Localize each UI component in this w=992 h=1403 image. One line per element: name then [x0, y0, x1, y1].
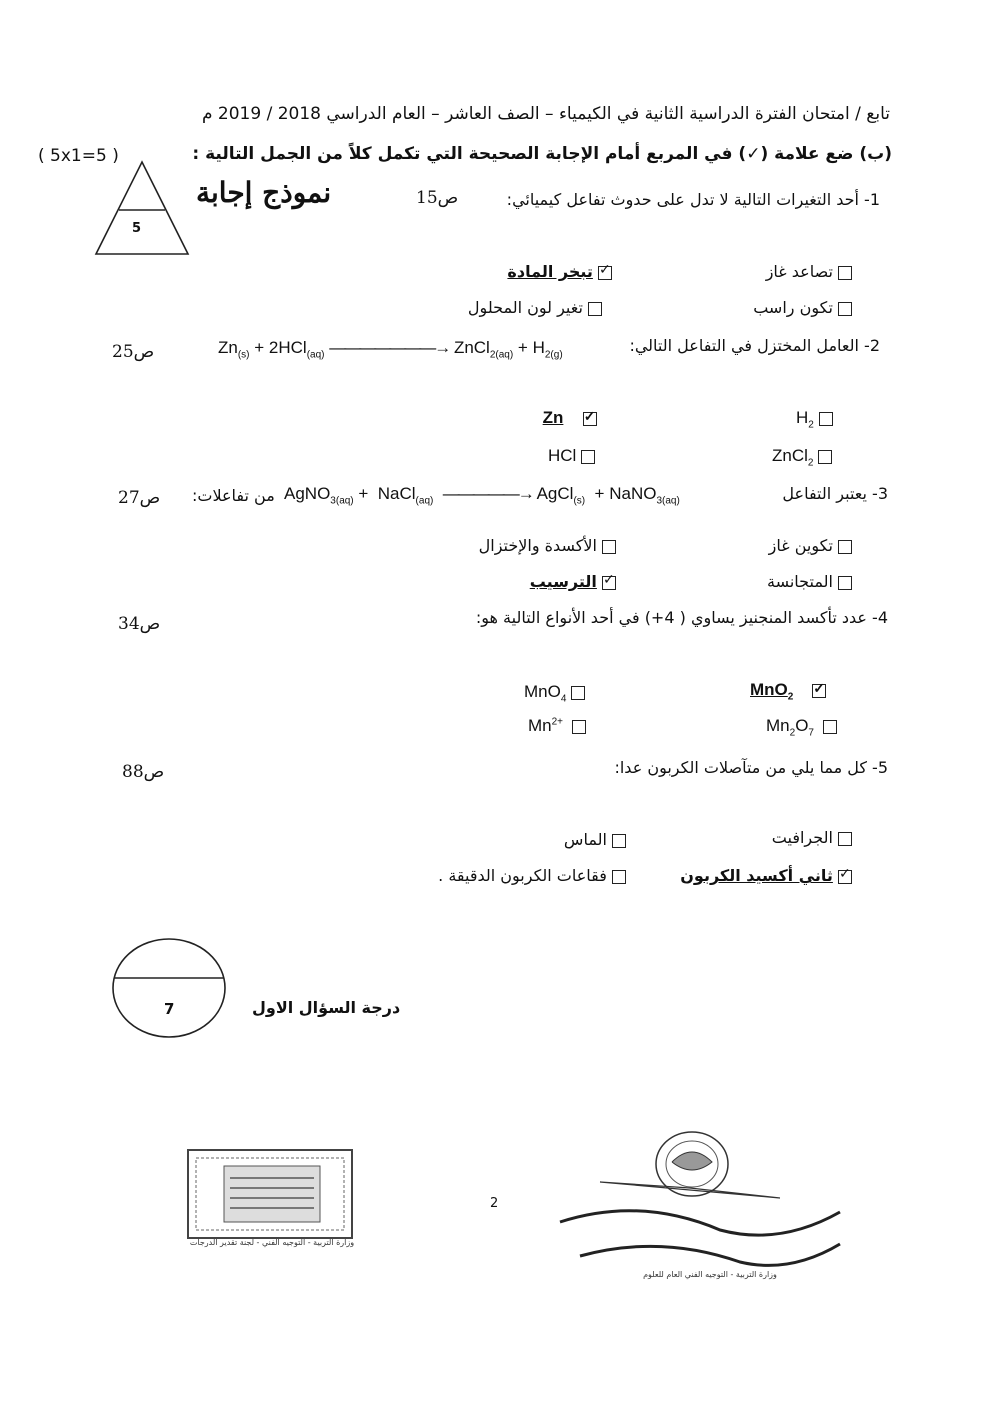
- question-5-ref: ص88: [122, 762, 165, 782]
- q5-option-fullerenes[interactable]: [438, 866, 626, 885]
- committee-stamp: وزارة التربية - التوجيه الفني - لجنة تقدير الدرجات: [184, 1132, 360, 1256]
- ministry-stamp: وزارة التربية - التوجيه الفني العام للعلوم: [540, 1126, 880, 1286]
- q2-option-hcl[interactable]: HCl: [548, 446, 595, 466]
- q5-option-fullerenes-label: فقاعات الكربون الدقيقة .: [438, 866, 607, 885]
- q4-option-mno2[interactable]: MnO$_2$ ✓: [750, 680, 826, 702]
- circle-score-value: 7: [164, 1000, 175, 1018]
- q2-option-zncl2[interactable]: ZnCl$_2$: [772, 446, 832, 468]
- q2-checkbox-zncl2[interactable]: [818, 450, 832, 464]
- question-2-text: 2- العامل المختزل في التفاعل التالي:: [629, 336, 880, 355]
- score-triangle: [94, 160, 190, 256]
- question-3-ref: ص27: [118, 488, 161, 508]
- q5-option-diamond[interactable]: [564, 830, 626, 849]
- q3-option-precipitation[interactable]: [530, 572, 616, 591]
- q5-checkbox-diamond[interactable]: [612, 834, 626, 848]
- q1-checkbox-precipitate[interactable]: [838, 302, 852, 316]
- q5-option-graphite[interactable]: [772, 828, 852, 847]
- q3-option-redox-label: الأكسدة والإختزال: [478, 536, 597, 555]
- q1-option-precipitate-label: تكون راسب: [753, 298, 833, 317]
- q2-option-h2[interactable]: $H_2$: [796, 408, 833, 430]
- question-1-ref: ص15: [416, 188, 459, 208]
- q1-checkbox-color[interactable]: [588, 302, 602, 316]
- q3-option-gas[interactable]: [769, 536, 852, 555]
- q4-checkbox-mno4[interactable]: [571, 686, 585, 700]
- q2-checkbox-zn[interactable]: [583, 412, 597, 426]
- q1-option-evaporation[interactable]: [507, 262, 612, 281]
- page-number: 2: [490, 1196, 499, 1211]
- q1-option-precipitate[interactable]: [753, 298, 852, 317]
- q5-checkbox-co2[interactable]: [838, 870, 852, 884]
- score-circle: [110, 936, 228, 1040]
- exam-header-title: تابع / امتحان الفترة الدراسية الثانية في الكيمياء – الصف العاشر – العام الدراسي 2018 / 2019 م: [201, 104, 890, 124]
- question-4-text: 4- عدد تأكسد المنجنيز يساوي ( 4+) في أحد الأنواع التالية هو:: [475, 608, 888, 627]
- q2-checkbox-hcl[interactable]: [581, 450, 595, 464]
- q3-option-gas-label: تكوين غاز: [768, 536, 833, 555]
- q3-checkbox-redox[interactable]: [602, 540, 616, 554]
- q4-checkbox-mn2o7[interactable]: [823, 720, 837, 734]
- question-4-ref: ص34: [118, 614, 161, 634]
- question-3-text-end: من تفاعلات:: [192, 486, 275, 505]
- q4-option-mno4[interactable]: MnO$_4$: [524, 682, 585, 704]
- question-grade-label: درجة السؤال الاول: [252, 998, 401, 1017]
- instruction-text: (ب) ضع علامة (✓) في المربع أمام الإجابة الصحيحة التي تكمل كلاً من الجمل التالية :: [192, 144, 892, 164]
- question-2-equation: $Zn_{(s)} + 2HCl_{(aq)}$ ———————→ ZnCl$_{2(aq)}$ + $H_{2(g)}$: [218, 338, 563, 361]
- q2-option-zn[interactable]: Zn ✓: [528, 408, 597, 428]
- q2-checkbox-h2[interactable]: [819, 412, 833, 426]
- question-1-text: 1- أحد التغيرات التالية لا تدل على حدوث تفاعل كيميائي:: [506, 190, 880, 209]
- q5-checkbox-fullerenes[interactable]: [612, 870, 626, 884]
- question-2-ref: ص25: [112, 342, 155, 362]
- q5-option-co2-label: ثاني أكسيد الكربون: [680, 866, 833, 885]
- q3-option-redox[interactable]: [479, 536, 616, 555]
- question-3-text: 3- يعتبر التفاعل: [782, 484, 888, 503]
- q5-option-co2[interactable]: [680, 866, 852, 885]
- q1-option-color[interactable]: [468, 298, 602, 317]
- triangle-score-value: 5: [132, 221, 142, 236]
- q3-option-homogeneous-label: المتجانسة: [767, 572, 833, 591]
- q5-option-diamond-label: الماس: [563, 830, 607, 849]
- q5-checkbox-graphite[interactable]: [838, 832, 852, 846]
- q1-option-color-label: تغير لون المحلول: [467, 298, 583, 317]
- marks-label: ( 5x1=5 ): [38, 146, 119, 166]
- q5-option-graphite-label: الجرافيت: [771, 828, 833, 847]
- q3-option-homogeneous[interactable]: [767, 572, 852, 591]
- q4-checkbox-mno2[interactable]: [812, 684, 826, 698]
- q1-checkbox-gas[interactable]: [838, 266, 852, 280]
- model-answer-title: نموذج إجابة: [196, 176, 332, 209]
- q4-option-mn2plus[interactable]: $Mn^{2+}$: [528, 716, 586, 736]
- q3-option-precipitation-label: الترسيب: [529, 572, 597, 591]
- q3-checkbox-gas[interactable]: [838, 540, 852, 554]
- q1-option-gas-label: تصاعد غاز: [765, 262, 833, 281]
- q4-option-mn2o7[interactable]: $Mn_2O_7$: [766, 716, 837, 738]
- q3-checkbox-precipitation[interactable]: [602, 576, 616, 590]
- q1-option-evaporation-label: تبخر المادة: [507, 262, 593, 281]
- q4-checkbox-mn2plus[interactable]: [572, 720, 586, 734]
- q1-option-gas[interactable]: [766, 262, 852, 281]
- question-3-equation: AgNO$_{3(aq)}$ + NaCl$_{(aq)}$ —————→ AgCl$_{(s)}$ + NaNO$_{3(aq)}$: [284, 484, 680, 507]
- q1-checkbox-evaporation[interactable]: [598, 266, 612, 280]
- question-5-text: 5- كل مما يلي من متآصلات الكربون عدا:: [614, 758, 888, 777]
- q3-checkbox-homogeneous[interactable]: [838, 576, 852, 590]
